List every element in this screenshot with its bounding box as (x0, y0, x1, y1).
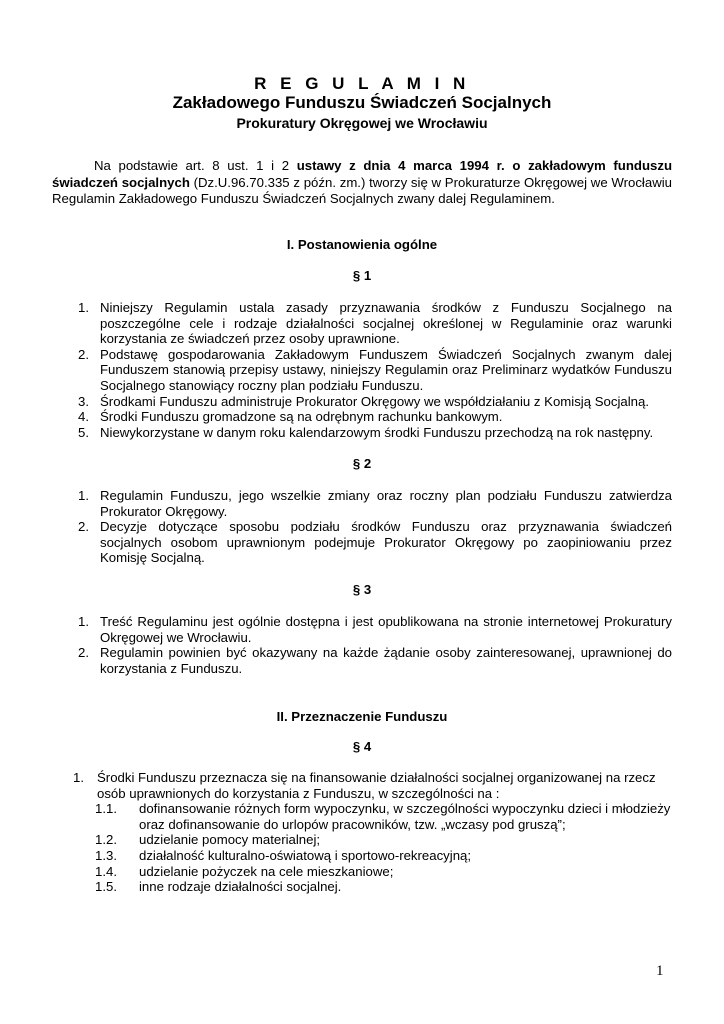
document-subtitle: Zakładowego Funduszu Świadczeń Socjalnych (172, 93, 552, 112)
institution-name: Prokuratury Okręgowej we Wrocławiu (236, 115, 488, 131)
item-text: Regulamin Funduszu, jego wszelkie zmiany oraz roczny plan podziału Funduszu zatwierdza Prokurator Okręgowy. (100, 488, 672, 519)
item-number: 5. (78, 424, 89, 440)
paragraph-sign-4: § 4 (352, 739, 372, 754)
sub-item-text: inne rodzaje działalności socjalnej. (139, 879, 342, 895)
list-item (78, 645, 672, 676)
item-number: 4. (78, 409, 89, 425)
list-item (78, 300, 672, 347)
intro-act-name: ustawy z dnia 4 marca 1994 r. o zakładowym funduszu świadczeń socjalnych (52, 158, 673, 190)
sub-list (97, 801, 672, 895)
section-heading-purpose: II. Przeznaczenie Funduszu (276, 709, 448, 724)
item-number: 1. (78, 300, 89, 315)
paragraph-3-list (78, 614, 672, 676)
item-text: Środkami Funduszu administruje Prokurator Okręgowy we współdziałaniu z Komisją Socjalną. (100, 393, 649, 409)
item-text: Niewykorzystane w danym roku kalendarzowym środki Funduszu przechodzą na rok następny. (100, 424, 654, 440)
list-item (78, 519, 672, 566)
paragraph-sign-2: § 2 (352, 456, 372, 471)
intro-rest: (Dz.U.96.70.335 z późn. zm.) tworzy się w Prokuraturze Okręgowej we Wrocławiu Regulamin Zakładowego Funduszu Świadczeń Socjalnych zwany dalej Regulaminem. (52, 174, 672, 206)
page-number: 1 (656, 963, 664, 979)
list-item (78, 394, 672, 410)
item-text: Środki Funduszu przeznacza się na finansowanie działalności socjalnej organizowanej na rzecz osób uprawnionych do korzystania z Funduszu, w szczególności na : (97, 770, 656, 801)
section-heading-general: I. Postanowienia ogólne (286, 237, 438, 252)
sub-item-number: 1.5. (95, 879, 117, 895)
sub-item-number: 1.4. (95, 863, 117, 879)
list-item (73, 770, 672, 895)
item-number: 2. (78, 519, 89, 535)
item-text: Treść Regulaminu jest ogólnie dostępna i jest opublikowana na stronie internetowej Prokuratury Okręgowej we Wrocławiu. (100, 614, 672, 645)
list-item (78, 614, 672, 645)
paragraph-sign-3: § 3 (352, 582, 372, 597)
sub-list-item (95, 801, 672, 832)
item-text: Podstawę gospodarowania Zakładowym Funduszem Świadczeń Socjalnych zwanym dalej Funduszem stanowią przepisy ustawy, niniejszy Regulamin oraz Preliminarz wydatków Funduszu Socjalnego stanowiący roczny plan podziału Funduszu. (100, 346, 672, 393)
item-text: Niniejszy Regulamin ustala zasady przyznawania środków z Funduszu Socjalnego na poszczególne cele i rodzaje działalności socjalnej określonej w Regulaminie oraz warunki korzystania ze świadczeń przez osoby uprawnione. (100, 300, 672, 347)
sub-list-item (95, 848, 672, 864)
item-number: 1. (78, 614, 89, 629)
item-text: Środki Funduszu gromadzone są na odrębnym rachunku bankowym. (100, 409, 503, 425)
list-item (78, 347, 672, 394)
list-item (78, 425, 672, 441)
paragraph-1-list (78, 300, 672, 440)
item-text: Decyzje dotyczące sposobu podziału środków Funduszu oraz przyznawania świadczeń socjalnych osobom uprawnionym podejmuje Prokurator Okręgowy po zaopiniowaniu przez Komisję Socjalną. (100, 519, 672, 566)
sub-item-number: 1.2. (95, 832, 117, 848)
sub-item-text: udzielanie pomocy materialnej; (139, 832, 321, 848)
sub-item-number: 1.1. (95, 801, 117, 817)
sub-list-item (95, 832, 672, 848)
item-number: 2. (78, 346, 89, 362)
item-text: Regulamin powinien być okazywany na każde żądanie osoby zainteresowanej, uprawnionej do korzystania z Funduszu. (100, 645, 672, 676)
item-number: 1. (73, 770, 84, 785)
paragraph-sign-1: § 1 (352, 268, 372, 283)
intro-paragraph (52, 158, 672, 208)
intro-lead: Na podstawie art. 8 ust. 1 i 2 (94, 158, 297, 173)
paragraph-4-list (73, 770, 672, 895)
list-item (78, 409, 672, 425)
sub-item-text: udzielanie pożyczek na cele mieszkaniowe; (139, 863, 394, 879)
sub-list-item (95, 864, 672, 880)
paragraph-2-list (78, 488, 672, 566)
sub-item-text: dofinansowanie różnych form wypoczynku, w szczególności wypoczynku dzieci i młodzieży oraz dofinansowanie do urlopów pracowników, tzw. „wczasy pod gruszą”; (139, 801, 671, 832)
sub-item-text: działalność kulturalno-oświatową i sportowo-rekreacyjną; (139, 847, 472, 863)
sub-item-number: 1.3. (95, 847, 117, 863)
list-item (78, 488, 672, 519)
item-number: 1. (78, 488, 89, 503)
item-number: 2. (78, 645, 89, 661)
sub-list-item (95, 879, 672, 895)
item-number: 3. (78, 393, 89, 409)
document-title: R E G U L A M I N (254, 74, 470, 93)
